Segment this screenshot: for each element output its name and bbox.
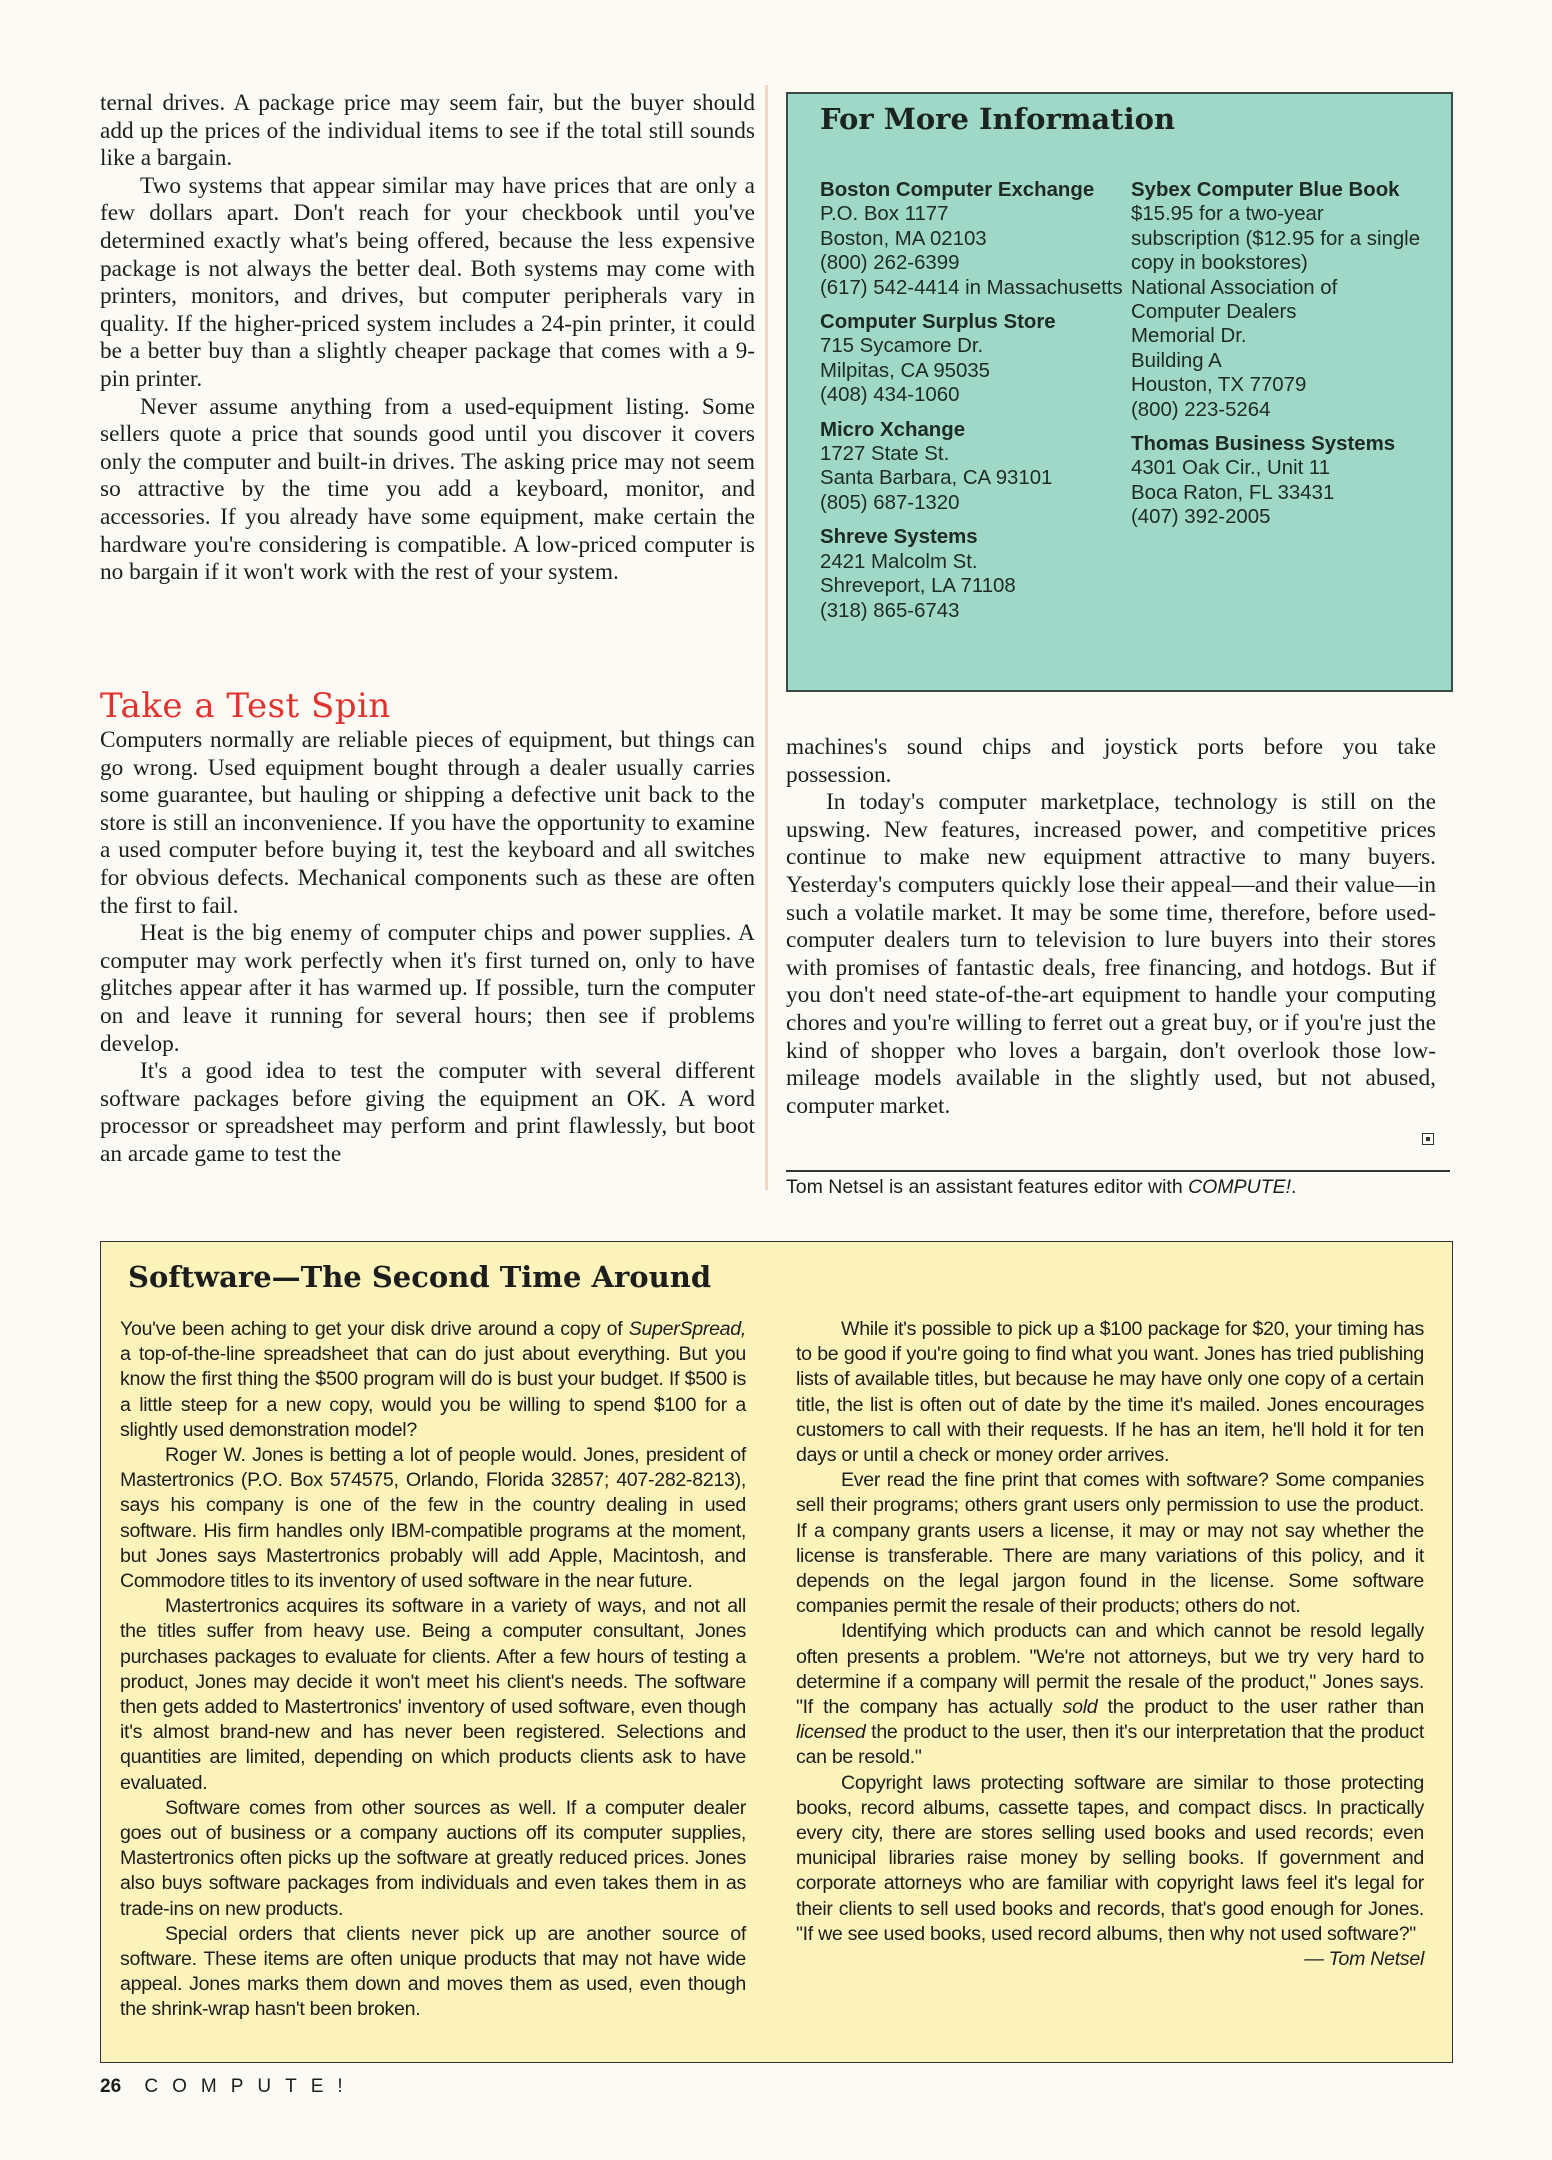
text-run: the product to the user, then it's our interpretation that the product can be resold." xyxy=(796,1721,1424,1769)
italic-text: licensed xyxy=(796,1721,866,1744)
contact-line: Boston, MA 02103 xyxy=(820,227,987,250)
article-column-right-bottom xyxy=(786,734,1436,1120)
contact-name: Micro Xchange xyxy=(820,418,966,441)
page-footer xyxy=(100,2076,357,2098)
software-sidebar-box xyxy=(100,1241,1453,2063)
paragraph xyxy=(100,90,755,173)
end-of-article-icon xyxy=(1422,1133,1434,1145)
info-column-2 xyxy=(1131,178,1431,540)
contact-line: Memorial Dr. xyxy=(1131,325,1247,348)
contact-line: (805) 687-1320 xyxy=(820,491,960,514)
text-run: You've been aching to get your disk drive around a copy of xyxy=(120,1318,629,1340)
contact-line: (408) 434-1060 xyxy=(820,384,960,407)
info-column-1 xyxy=(820,178,1125,633)
sidebar-title: Software—The Second Time Around xyxy=(128,1260,712,1294)
contact-entry xyxy=(1131,178,1431,422)
paragraph xyxy=(786,734,1436,789)
info-box-title: For More Information xyxy=(820,102,1176,136)
text-run: Software comes from other sources as well. If a computer dealer goes out of business or a company auctions off its computer supplies, Mastertronics often picks up the software at greatly reduced prices. Jones also buys software packages from individuals and even takes them in as trade-ins on new products. xyxy=(120,1796,746,1920)
text-run: Never assume anything from a used-equipment listing. Some sellers quote a price that sounds good until you discover it covers only the computer and built-in drives. The asking price may not seem so attractive by the time you add a keyboard, monitor, and accessories. If you already have some equipment, make certain the hardware you're considering is compatible. A low-priced computer is no bargain if it won't work with the rest of your system. xyxy=(100,393,755,586)
sidebar-column-2 xyxy=(796,1317,1424,1972)
text-run: Identifying which products can and which cannot be resold legally often presents a problem. "We're not attorneys, but we try very hard to determine if a company will permit the resale of the product," Jones says. "If the company has actually xyxy=(796,1620,1424,1719)
sidebar-column-1 xyxy=(120,1317,746,2023)
contact-line: $15.95 for a two-year subscription ($12.95 for a single copy in bookstores) xyxy=(1131,203,1421,275)
contact-line: Milpitas, CA 95035 xyxy=(820,359,991,382)
contact-line: 2421 Malcolm St. xyxy=(820,550,978,573)
paragraph xyxy=(120,1594,746,1796)
article-column-left-top xyxy=(100,90,755,587)
author-byline xyxy=(786,1176,1296,1199)
contact-entry xyxy=(1131,432,1431,530)
for-more-information-box xyxy=(786,92,1453,692)
contact-name: Sybex Computer Blue Book xyxy=(1131,179,1400,201)
magazine-name: COMPUTE! xyxy=(144,2076,357,2097)
contact-line: 1727 State St. xyxy=(820,443,950,466)
contact-line: Santa Barbara, CA 93101 xyxy=(820,467,1053,490)
paragraph xyxy=(120,1317,746,1443)
text-run: Heat is the big enemy of computer chips and power supplies. A computer may work perfectly when it's first turned on, only to have glitches appear after it has warmed up. If possible, turn the computer on and leave it running for several hours; then see if problems develop. xyxy=(100,920,755,1057)
text-run: Two systems that appear similar may have prices that are only a few dollars apart. Don't reach for your checkbook until you've determined exactly what's being offered, because the less expensive package is not always the better deal. Both systems may come with printers, monitors, and drives, but computer peripherals vary in quality. If the higher-priced system includes a 24-pin printer, it could be a better buy than a slightly cheaper package that comes with a 9-pin printer. xyxy=(100,172,755,392)
section-heading: Take a Test Spin xyxy=(100,686,391,726)
contact-line: Houston, TX 77079 xyxy=(1131,374,1307,397)
byline-text: Tom Netsel is an assistant features editor with xyxy=(786,1176,1189,1198)
byline-magazine: COMPUTE! xyxy=(1188,1176,1292,1198)
page-number: 26 xyxy=(100,2076,122,2097)
contact-line: (318) 865-6743 xyxy=(820,599,960,622)
paragraph xyxy=(100,1058,755,1168)
text-run: While it's possible to pick up a $100 package for $20, your timing has to be good if you're going to find what you want. Jones has tried publishing lists of available titles, but because he may have only one copy of a certain title, the list is often out of date by the time it's mailed. Jones encourages customers to call with their requests. If he has an item, he'll hold it for ten days or until a check or money order arrives. xyxy=(796,1318,1424,1467)
paragraph xyxy=(796,1771,1424,1947)
byline-divider xyxy=(786,1170,1450,1172)
contact-name: Boston Computer Exchange xyxy=(820,179,1095,201)
contact-name: Shreve Systems xyxy=(820,526,978,549)
text-run: Special orders that clients never pick up are another source of software. These items are often unique products that may not have wide appeal. Jones marks them down and moves them as used, even though the shrink-wrap hasn't been broken. xyxy=(120,1922,746,2021)
paragraph xyxy=(796,1619,1424,1770)
paragraph xyxy=(786,789,1436,1120)
byline-end: . xyxy=(1291,1176,1297,1198)
contact-line: 4301 Oak Cir., Unit 11 xyxy=(1131,457,1331,480)
paragraph xyxy=(100,173,755,394)
contact-line: P.O. Box 1177 xyxy=(820,203,949,226)
contact-line: 715 Sycamore Dr. xyxy=(820,335,984,358)
sidebar-column-2-body xyxy=(796,1317,1424,1947)
text-run: machines's sound chips and joystick ports before you take possession. xyxy=(786,734,1436,788)
contact-name: Computer Surplus Store xyxy=(820,311,1056,334)
text-run: In today's computer marketplace, technology is still on the upswing. New features, increased power, and competitive prices continue to make new equipment attractive to many buyers. Yesterday's computers quickly lose their appeal—and their value—in such a volatile market. It may be some time, therefore, before used-computer dealers turn to television to lure buyers into their stores with promises of fantastic deals, free financing, and hotdogs. But if you don't need state-of-the-art equipment to handle your computing chores and you're willing to ferret out a great buy, or if you're just the kind of shopper who loves a bargain, don't overlook those low-mileage models available in the slightly used, but not abused, computer market. xyxy=(786,789,1436,1119)
article-column-left-bottom xyxy=(100,727,755,1169)
contact-entry xyxy=(820,178,1125,300)
text-run: Copyright laws protecting software are similar to those protecting books, record albums, cassette tapes, and compact discs. In practically every city, there are stores selling used books and used records; even municipal libraries raise money by selling books. If government and corporate attorneys who are familiar with copyright laws feel it's legal for their clients to sell used books and records, that's good enough for Jones. "If we see used books, used record albums, then why not used software?" xyxy=(796,1771,1424,1945)
paragraph xyxy=(120,1443,746,1594)
contact-name: Thomas Business Systems xyxy=(1131,433,1396,456)
paragraph xyxy=(796,1317,1424,1468)
contact-line: (407) 392-2005 xyxy=(1131,506,1271,529)
italic-text: sold xyxy=(1062,1696,1098,1719)
contact-entry xyxy=(820,525,1125,623)
text-run: Ever read the fine print that comes with software? Some companies sell their programs; others grant users only permission to use the product. If a company grants users a license, it may or may not say whether the license is transferable. There are many variations of this policy, and it depends on the legal jargon found in the license. Some software companies permit the resale of their products; others do not. xyxy=(796,1469,1424,1618)
sidebar-signature: — Tom Netsel xyxy=(1304,1948,1424,1971)
text-run: a top-of-the-line spreadsheet that can do just about everything. But you know the first thing the $500 program will do is bust your budget. If $500 is a little steep for a new copy, would you be willing to spend $100 for a slightly used demonstration model? xyxy=(120,1343,746,1441)
contact-line: (617) 542-4414 in Massachusetts xyxy=(820,276,1123,299)
contact-line: Shreveport, LA 71108 xyxy=(820,575,1016,598)
contact-line: (800) 262-6399 xyxy=(820,252,960,275)
contact-line: Boca Raton, FL 33431 xyxy=(1131,481,1335,504)
contact-line: National Association of Computer Dealers xyxy=(1131,276,1338,324)
text-run: Computers normally are reliable pieces of equipment, but things can go wrong. Used equipment bought through a dealer usually carries some guarantee, but hauling or shipping a defective unit back to the store is still an inconvenience. If you have the opportunity to examine a used computer before buying it, test the keyboard and all switches for obvious defects. Mechanical components such as these are often the first to fail. xyxy=(100,727,755,919)
contact-entry xyxy=(820,418,1125,516)
contact-line: (800) 223-5264 xyxy=(1131,398,1271,421)
column-gutter-line xyxy=(765,85,768,1190)
text-run: the product to the user rather than xyxy=(1097,1696,1424,1719)
text-run: Roger W. Jones is betting a lot of people would. Jones, president of Mastertronics (P.O. Box 574575, Orlando, Florida 32857; 407-282-8213), says his company is one of the few in the country dealing in used software. His firm handles only IBM-compatible programs at the moment, but Jones says Mastertronics probably will add Apple, Macintosh, and Commodore titles to its inventory of used software in the near future. xyxy=(120,1444,746,1593)
paragraph xyxy=(100,394,755,587)
text-run: ternal drives. A package price may seem fair, but the buyer should add up the prices of the individual items to see if the total still sounds like a bargain. xyxy=(100,90,755,172)
text-run: Mastertronics acquires its software in a variety of ways, and not all the titles suffer from heavy use. Being a computer consultant, Jones purchases packages to evaluate for clients. After a few hours of testing a product, Jones may decide it won't meet his client's needs. The software then gets added to Mastertronics' inventory of used software, even though it's almost brand-new and has never been registered. Selections and quantities are limited, depending on which products clients ask to have evaluated. xyxy=(120,1595,746,1794)
paragraph xyxy=(100,920,755,1058)
paragraph xyxy=(120,1796,746,1922)
paragraph xyxy=(100,727,755,920)
paragraph xyxy=(120,1922,746,2023)
paragraph xyxy=(796,1468,1424,1619)
italic-text: SuperSpread, xyxy=(628,1318,746,1340)
contact-entry xyxy=(820,310,1125,408)
text-run: It's a good idea to test the computer with several different software packages before giving the equipment an OK. A word processor or spreadsheet may perform and print flawlessly, but boot an arcade game to test the xyxy=(100,1058,755,1167)
contact-line: Building A xyxy=(1131,349,1222,372)
